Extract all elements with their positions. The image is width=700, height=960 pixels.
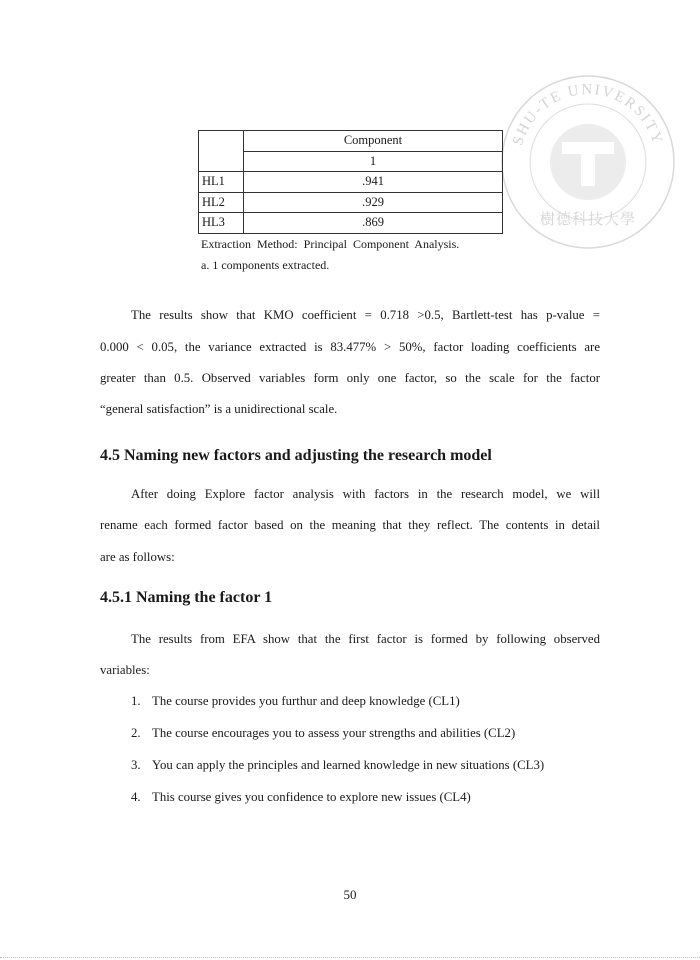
list-item-text: The course encourages you to assess your strengths and abilities (CL2): [152, 726, 516, 740]
seal-chinese-text: 樹德科技大學: [539, 210, 637, 228]
table-note-extracted: a. 1 components extracted.: [201, 258, 330, 272]
paragraph-line: 0.000 < 0.05, the variance extracted is 83.477% > 50%, factor loading coefficients are: [100, 340, 600, 354]
list-item: [131, 726, 515, 741]
table-row-label: HL1: [199, 172, 244, 193]
list-item-number: 4.: [131, 790, 141, 804]
list-item: [131, 790, 471, 805]
table-header-component: Component: [244, 131, 503, 152]
page-bottom-divider: [0, 957, 700, 958]
university-seal-watermark: [500, 74, 676, 250]
list-item-text: You can apply the principles and learned knowledge in new situations (CL3): [152, 758, 545, 772]
paragraph-line: The results from EFA show that the first factor is formed by following observed: [131, 632, 600, 646]
paragraph-line: After doing Explore factor analysis with factors in the research model, we will: [131, 487, 600, 501]
page-number: 50: [343, 887, 357, 902]
table-note-method: Extraction Method: Principal Component Analysis.: [201, 237, 460, 251]
table-row-label: HL3: [199, 213, 244, 234]
table-row-value: .929: [244, 192, 503, 213]
list-item-text: This course gives you confidence to explore new issues (CL4): [152, 790, 471, 804]
paragraph-line: “general satisfaction” is a unidirectional scale.: [100, 402, 338, 416]
subsection-heading: 4.5.1 Naming the factor 1: [100, 589, 273, 606]
paragraph-line: are as follows:: [100, 550, 175, 564]
table-row-value: .869: [244, 213, 503, 234]
table-corner-cell: [199, 131, 244, 172]
table-row: [199, 192, 503, 213]
paragraph-line: The results show that KMO coefficient = 0.718 >0.5, Bartlett-test has p-value =: [131, 308, 600, 322]
table-row-value: .941: [244, 172, 503, 193]
list-item: [131, 694, 460, 709]
table-header-row: [199, 131, 503, 152]
list-item-text: The course provides you furthur and deep knowledge (CL1): [152, 694, 460, 708]
component-matrix-table: [198, 130, 503, 234]
table-row: [199, 213, 503, 234]
seal-emblem-stem: [581, 142, 595, 186]
list-item-number: 1.: [131, 694, 141, 708]
paragraph-line: greater than 0.5. Observed variables form only one factor, so the scale for the factor: [100, 371, 600, 385]
table-row: [199, 172, 503, 193]
list-item-number: 2.: [131, 726, 141, 740]
paragraph-line: variables:: [100, 663, 150, 677]
section-heading: 4.5 Naming new factors and adjusting the research model: [100, 447, 492, 464]
seal-ring-text: SHU-TE UNIVERSITY: [510, 81, 666, 148]
table-header-row: [199, 151, 503, 172]
table-row-label: HL2: [199, 192, 244, 213]
list-item-number: 3.: [131, 758, 141, 772]
paragraph-line: rename each formed factor based on the meaning that they reflect. The contents in detail: [100, 518, 600, 532]
table-header-index: 1: [244, 151, 503, 172]
list-item: [131, 758, 544, 773]
